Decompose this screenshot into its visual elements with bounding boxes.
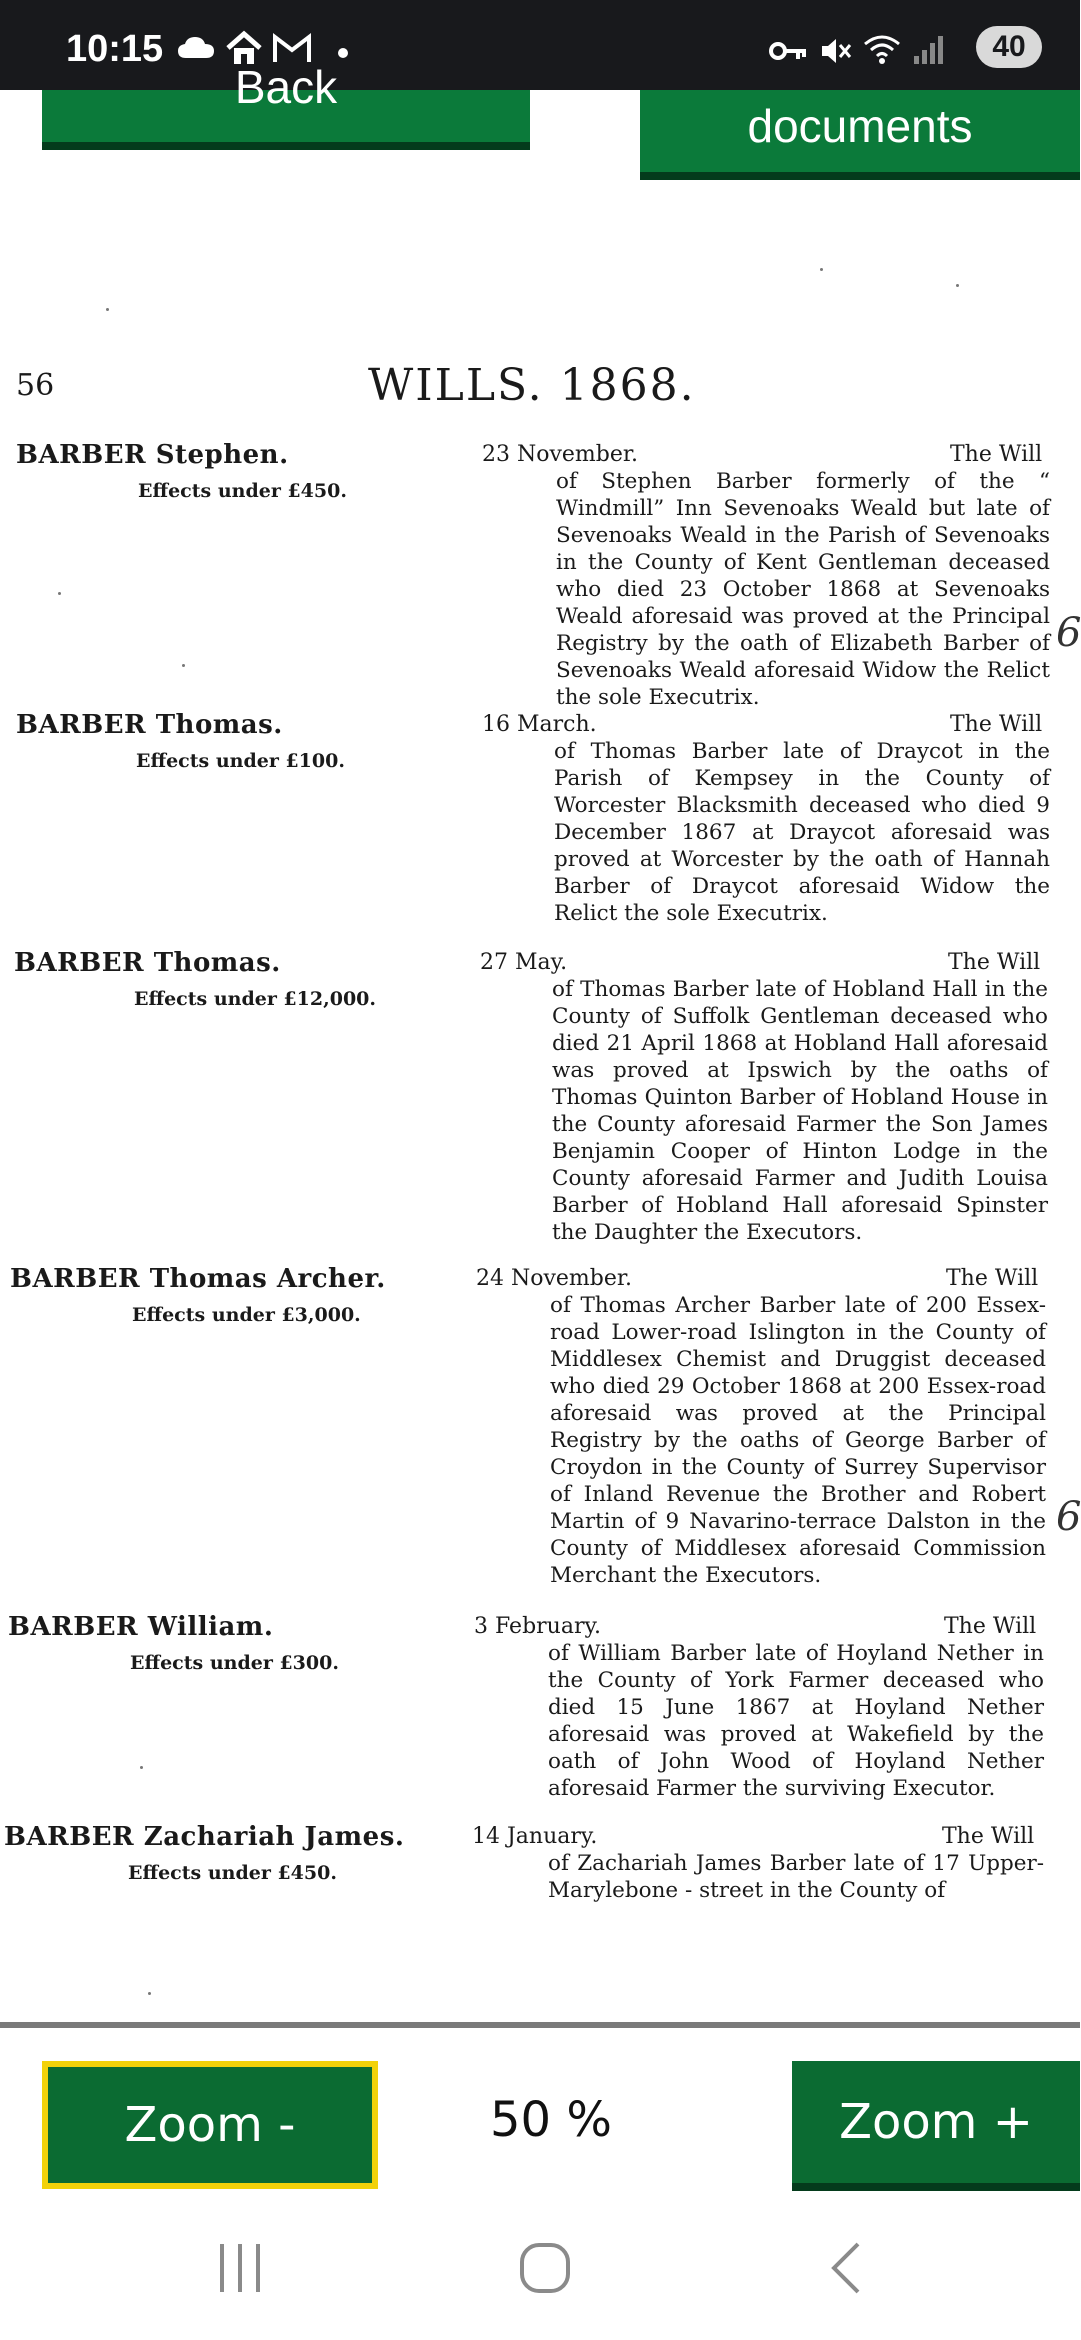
scan-speck [58,592,61,595]
scan-speck [182,664,185,667]
margin-annotation: 6 [1056,610,1081,656]
entry-date: 24 November. [476,1266,632,1291]
scan-speck [956,284,959,287]
entry-effects: Effects under £450. [128,1862,337,1884]
entry-text: of Stephen Barber formerly of the “ Windmill” Inn Sevenoaks Weald but late of Sevenoaks Weald in the Parish of Sevenoaks in the County of Kent Gentleman deceased who died 23 October 1868 at Sevenoaks Weald aforesaid was proved at the Principal Registry by the oath of Elizabeth Barber of Sevenoaks Weald aforesaid Widow the Relict the sole Executrix. [556,469,1050,710]
page-number: 56 [16,368,55,403]
scan-speck [140,1766,143,1769]
home-circle-icon[interactable] [518,2240,572,2296]
entry-date: 23 November. [482,442,638,467]
page-title: WILLS. 1868. [368,360,696,411]
entry-will-label: The Will [950,712,1043,737]
scan-speck [820,268,823,271]
entry-name: BARBER Thomas. [16,710,283,740]
dot-icon [338,48,348,58]
vpn-key-icon [768,40,808,62]
entry-date: 14 January. [472,1824,598,1849]
entry-effects: Effects under £3,000. [132,1304,361,1326]
wifi-icon [862,32,902,66]
entry-effects: Effects under £12,000. [134,988,376,1010]
entry-name: BARBER Thomas. [14,948,281,978]
entry-date: 27 May. [480,950,568,975]
status-time: 10:15 [66,28,164,70]
zoom-level: 50 % [490,2092,612,2148]
entry-will-label: The Will [950,442,1043,467]
documents-button-label: documents [747,100,973,152]
entry-effects: Effects under £100. [136,750,345,772]
document-page[interactable] [0,172,1080,2022]
back-button[interactable] [42,61,530,150]
signal-icon [912,34,946,66]
documents-button[interactable] [640,90,1080,180]
scan-speck [106,308,109,311]
entry-effects: Effects under £300. [130,1652,339,1674]
zoom-in-button[interactable]: Zoom + [792,2061,1080,2191]
entry-name: BARBER Stephen. [16,440,289,470]
recents-icon[interactable] [216,2240,266,2296]
entry-text: of Thomas Barber late of Hobland Hall in the County of Suffolk Gentleman deceased who died 21 April 1868 at Hobland Hall aforesaid was proved at Ipswich by the oaths of Thomas Quinton Barber of Hobland House in the County aforesaid Farmer the Son James Benjamin Cooper of Hinton Lodge in the County aforesaid Farmer and Judith Louisa Barber of Hobland Hall aforesaid Spinster the Daughter the Executors. [552,977,1048,1245]
entry-text: of Thomas Barber late of Draycot in the Parish of Kempsey in the County of Worcester Blacksmith deceased who died 9 December 1867 at Draycot aforesaid was proved at Worcester by the oath of Hannah Barber of Draycot aforesaid Widow the Relict the sole Executrix. [554,739,1050,926]
scan-speck [148,1992,151,1995]
back-chevron-icon[interactable] [826,2240,866,2296]
margin-annotation: 6 [1056,1494,1081,1540]
entry-will-label: The Will [948,950,1041,975]
entry-date: 3 February. [474,1614,601,1639]
entry-will-label: The Will [942,1824,1035,1849]
back-button-label: Back [234,61,338,113]
entry-will-label: The Will [944,1614,1037,1639]
cloud-icon [176,34,216,60]
entry-date: 16 March. [482,712,597,737]
entry-text: of William Barber late of Hoyland Nether in the County of York Farmer deceased who died 15 June 1867 at Hoyland Nether aforesaid was proved at Wakefield by the oath of John Wood of Hoyland Nether aforesaid Farmer the surviving Executor. [548,1641,1044,1801]
entry-text: of Zachariah James Barber late of 17 Upper-Marylebone - street in the County of [548,1851,1044,1903]
entry-name: BARBER Thomas Archer. [10,1264,386,1294]
toolbar-divider [0,2022,1080,2028]
battery-indicator: 40 [976,26,1042,68]
entry-text: of Thomas Archer Barber late of 200 Essex-road Lower-road Islington in the County of Middlesex Chemist and Druggist deceased who died 29 October 1868 at 200 Essex-road aforesaid was proved at the Principal Registry by the oaths of George Barber of Croydon in the County of Surrey Supervisor of Inland Revenue the Brother and Robert Martin of 9 Navarino-terrace Dalston in the County of Middlesex aforesaid Commission Merchant the Executors. [550,1293,1046,1588]
mute-icon [818,36,852,66]
system-nav-bar [0,2200,1080,2340]
zoom-out-button[interactable]: Zoom - [42,2061,378,2189]
entry-name: BARBER Zachariah James. [4,1822,405,1852]
entry-name: BARBER William. [8,1612,274,1642]
entry-effects: Effects under £450. [138,480,347,502]
entry-will-label: The Will [946,1266,1039,1291]
